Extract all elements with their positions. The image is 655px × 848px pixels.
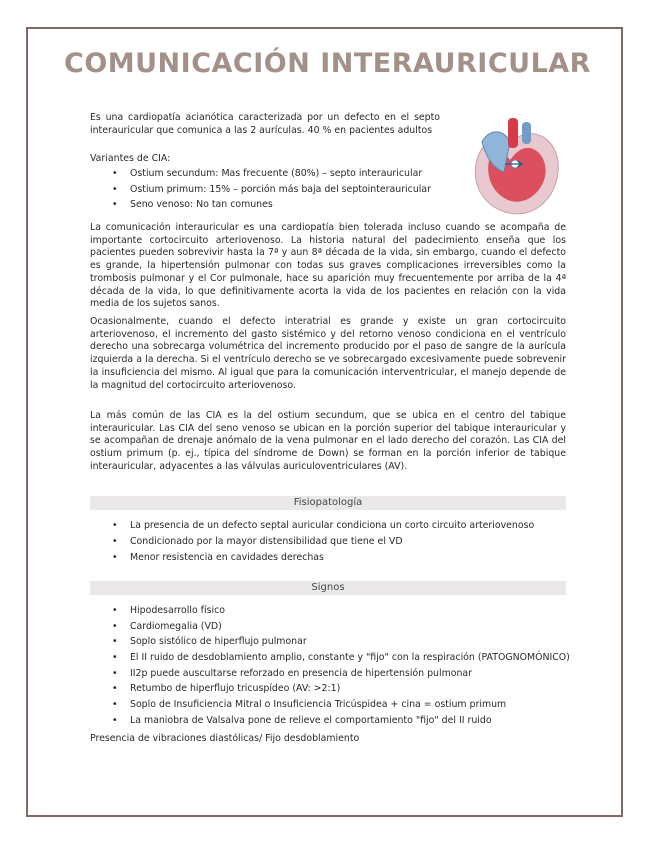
list-item: • Cardiomegalia (VD) — [112, 619, 570, 635]
intro-text: Es una cardiopatía acianótica caracterizada por un defecto en el septo interauricular que comunica a las 2 aurículas. 40 % en pacientes adultos — [90, 112, 440, 136]
list-item: • Seno venoso: No tan comunes — [112, 197, 431, 213]
paragraph-tolerance: La comunicación interauricular es una cardiopatía bien tolerada incluso cuando se acompaña de importante cortocircuito arteriovenoso. La historia natural del padecimiento enseña que los pacientes pueden sobrevivir hasta la 7ª y aun 8ª década de la vida, sin embargo, cuando el defecto es grande, la hipertensión pulmonar con todas sus graves complicaciones irreversibles como la trombosis pulmonar y el Cor pulmonale, hace su aparición muy frecuentemente por arriba de la 4ª década de la vida, lo que definitivamente acorta la vida de los pacientes en relación con la vida media de los sujetos sanos. — [90, 222, 566, 310]
list-item: • El II ruido de desdoblamiento amplio, constante y "fijo" con la respiración (PATOGNOMÓNICO) — [112, 650, 570, 666]
list-item: • La maniobra de Valsalva pone de relieve el comportamiento "fijo" del II ruido — [112, 713, 570, 729]
list-item: • Soplo sistólico de hiperflujo pulmonar — [112, 634, 570, 650]
list-item: • Ostium primum: 15% – porción más baja del septointerauricular — [112, 182, 431, 198]
variants-heading: Variantes de CIA: — [90, 153, 171, 164]
page-title: COMUNICACIÓN INTERAURICULAR — [64, 48, 591, 79]
list-item: • Ostium secundum: Mas frecuente (80%) – septo interauricular — [112, 166, 431, 182]
section-header-signos: Signos — [90, 581, 566, 595]
list-item: • Retumbo de hiperflujo tricuspídeo (AV: >2:1) — [112, 681, 570, 697]
list-item: • Soplo de Insuficiencia Mitral o Insuficiencia Tricúspidea + cina = ostium primum — [112, 697, 570, 713]
fisiopatologia-list — [112, 518, 534, 566]
list-item: • Menor resistencia en cavidades derechas — [112, 550, 534, 566]
signos-list — [112, 603, 570, 729]
list-item: • Condicionado por la mayor distensibilidad que tiene el VD — [112, 534, 534, 550]
paragraph-types: La más común de las CIA es la del ostium secundum, que se ubica en el centro del tabique interauricular. Las CIA del seno venoso se ubican en la porción superior del tabique interauricular y se acompañan de drenaje anómalo de la vena pulmonar en el lado derecho del corazón. Las CIA del ostium primum (p. ej., típica del síndrome de Down) se forman en la porción inferior de tabique interauricular, adyacentes a las válvulas auriculoventriculares (AV). — [90, 410, 566, 472]
list-item: • II2p puede auscultarse reforzado en presencia de hipertensión pulmonar — [112, 666, 570, 682]
heart-diagram-icon — [460, 112, 570, 222]
section-header-fisiopatologia: Fisiopatología — [90, 496, 566, 510]
paragraph-shunt: Ocasionalmente, cuando el defecto interatrial es grande y existe un gran cortocircuito arteriovenoso, el incremento del gasto sistémico y del retorno venoso condiciona en el ventrículo derecho una sobrecarga volumétrica del incremento producido por el paso de sangre de la aurícula izquierda a la derecha. Si el ventrículo derecho se ve sobrecargado excesivamente puede sobrevenir la insuficiencia del mismo. Al igual que para la comunicación interventricular, el manejo depende de la magnitud del cortocircuito arteriovenoso. — [90, 316, 566, 391]
closing-note: Presencia de vibraciones diastólicas/ Fijo desdoblamiento — [90, 733, 360, 744]
variants-list — [112, 166, 431, 213]
list-item: • Hipodesarrollo físico — [112, 603, 570, 619]
list-item: • La presencia de un defecto septal auricular condiciona un corto circuito arteriovenoso — [112, 518, 534, 534]
